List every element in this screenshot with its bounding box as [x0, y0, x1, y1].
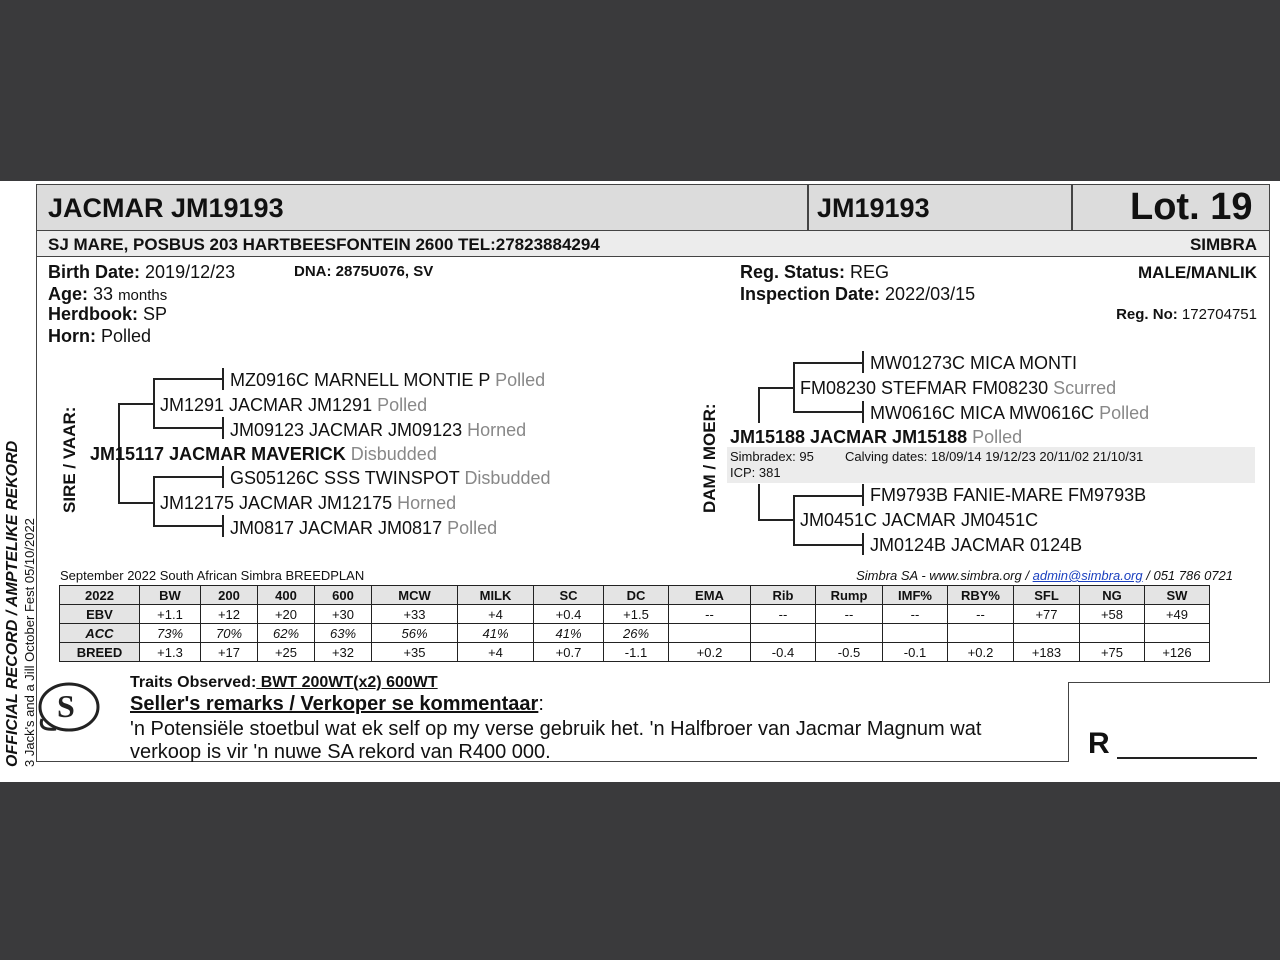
lot-number: Lot. 19 [1130, 186, 1253, 228]
value-cell: -1.1 [604, 643, 669, 662]
value-cell: 56% [372, 624, 458, 643]
lot-card-page [0, 181, 1280, 782]
calving-dates: Calving dates: 18/09/14 19/12/23 20/11/02 21/10/31 [845, 449, 1144, 464]
value-cell: 41% [534, 624, 604, 643]
value-cell: +4 [458, 643, 534, 662]
sex: MALE/MANLIK [1138, 263, 1257, 282]
value-cell: +35 [372, 643, 458, 662]
value-cell: +20 [258, 605, 315, 624]
animal-id: JM19193 [817, 193, 930, 223]
value-cell: +12 [201, 605, 258, 624]
value-cell [751, 624, 816, 643]
email-link[interactable]: admin@simbra.org [1032, 568, 1143, 583]
value-cell: DC [604, 586, 669, 605]
value-cell: -- [883, 605, 948, 624]
horn: Horn: Polled [48, 326, 152, 346]
value-cell: BW [140, 586, 201, 605]
reg-no: Reg. No: 172704751 [1116, 306, 1257, 323]
breedplan-table [59, 585, 1210, 662]
value-cell: +32 [315, 643, 372, 662]
age: Age: 33 months [48, 284, 168, 304]
value-cell: +1.3 [140, 643, 201, 662]
official-record-label: OFFICIAL RECORD / AMPTELIKE REKORD [4, 440, 21, 767]
value-cell: +33 [372, 605, 458, 624]
traits-observed: Traits Observed: BWT 200WT(x2) 600WT [130, 674, 438, 691]
value-cell: +0.4 [534, 605, 604, 624]
value-cell: +49 [1145, 605, 1210, 624]
value-cell: -- [948, 605, 1014, 624]
value-cell: MILK [458, 586, 534, 605]
side-labels [4, 441, 37, 767]
value-cell: SC [534, 586, 604, 605]
dam-label: DAM / MOER: [700, 403, 719, 513]
value-cell [1014, 624, 1080, 643]
value-cell: SFL [1014, 586, 1080, 605]
simbradex: Simbradex: 95 [730, 449, 814, 464]
value-cell: +0.7 [534, 643, 604, 662]
price-prefix: R [1088, 727, 1110, 760]
value-cell: 73% [140, 624, 201, 643]
value-cell: +126 [1145, 643, 1210, 662]
value-cell: 600 [315, 586, 372, 605]
dam-dam-dam: JM0124B JACMAR 0124B [870, 535, 1083, 555]
sire-sire-dam: JM09123 JACMAR JM09123 Horned [230, 420, 527, 440]
value-cell [883, 624, 948, 643]
sire-dam-sire: GS05126C SSS TWINSPOT Disbudded [230, 468, 551, 488]
value-cell [1145, 624, 1210, 643]
dam-sire: FM08230 STEFMAR FM08230 Scurred [800, 378, 1117, 398]
remarks-line-2: verkoop is vir 'n nuwe SA rekord van R400 000. [130, 741, 551, 763]
value-cell: +25 [258, 643, 315, 662]
value-cell: RBY% [948, 586, 1014, 605]
value-cell: 26% [604, 624, 669, 643]
remarks-line-1: 'n Potensiële stoetbul wat ek self op my verse gebruik het. 'n Halfbroer van Jacmar Magnum wat [130, 718, 982, 740]
dam-dam: JM0451C JACMAR JM0451C [800, 510, 1039, 530]
sire-dam-dam: JM0817 JACMAR JM0817 Polled [230, 518, 498, 538]
value-cell: -- [669, 605, 751, 624]
sire-dam: JM12175 JACMAR JM12175 Horned [160, 493, 457, 513]
value-cell: +1.1 [140, 605, 201, 624]
icp: ICP: 381 [730, 465, 781, 480]
value-cell: -0.5 [816, 643, 883, 662]
value-cell: 200 [201, 586, 258, 605]
value-cell: NG [1080, 586, 1145, 605]
dna: DNA: 2875U076, SV [294, 263, 434, 280]
row-label-cell: EBV [60, 605, 140, 624]
value-cell: -0.1 [883, 643, 948, 662]
row-label-cell: 2022 [60, 586, 140, 605]
value-cell: 41% [458, 624, 534, 643]
dam-dam-sire: FM9793B FANIE-MARE FM9793B [870, 485, 1147, 505]
value-cell: +75 [1080, 643, 1145, 662]
reg-status: Reg. Status: REG [740, 262, 890, 282]
sire-name: JM15117 JACMAR MAVERICK Disbudded [90, 444, 437, 464]
breedplan-header-row [60, 586, 1210, 605]
sire-sire: JM1291 JACMAR JM1291 Polled [160, 395, 428, 415]
value-cell: +77 [1014, 605, 1080, 624]
value-cell: 70% [201, 624, 258, 643]
breed-name: SIMBRA [1189, 235, 1257, 254]
dam-sire-sire: MW01273C MICA MONTI [870, 353, 1078, 373]
price-line[interactable] [1117, 757, 1257, 759]
event-label: 3 Jack's and a Jill October Fest 05/10/2022 [22, 518, 37, 767]
svg-text:S: S [57, 688, 75, 724]
seller-remarks-heading: Seller's remarks / Verkoper se kommentaar: [130, 693, 544, 715]
breedplan-breed-row [60, 643, 1210, 662]
value-cell [816, 624, 883, 643]
value-cell: -- [751, 605, 816, 624]
owner-address: SJ MARE, POSBUS 203 HARTBEESFONTEIN 2600 TEL:27823884294 [48, 235, 600, 254]
breedplan-caption: September 2022 South African Simbra BREEDPLAN [60, 568, 365, 583]
value-cell [1080, 624, 1145, 643]
sire-label: SIRE / VAAR: [60, 406, 79, 513]
value-cell: +30 [315, 605, 372, 624]
value-cell: 400 [258, 586, 315, 605]
animal-name: JACMAR JM19193 [48, 193, 284, 223]
value-cell: +1.5 [604, 605, 669, 624]
dam-sire-dam: MW0616C MICA MW0616C Polled [870, 403, 1150, 423]
value-cell: -- [816, 605, 883, 624]
value-cell: +0.2 [669, 643, 751, 662]
sire-sire-sire: MZ0916C MARNELL MONTIE P Polled [230, 370, 546, 390]
breedplan-ebv-row [60, 605, 1210, 624]
value-cell: +0.2 [948, 643, 1014, 662]
inspection-date: Inspection Date: 2022/03/15 [740, 284, 976, 304]
value-cell: Rump [816, 586, 883, 605]
value-cell: MCW [372, 586, 458, 605]
herdbook: Herdbook: SP [48, 304, 168, 324]
value-cell: +183 [1014, 643, 1080, 662]
value-cell: +58 [1080, 605, 1145, 624]
breedplan-acc-row [60, 624, 1210, 643]
birth-date: Birth Date: 2019/12/23 [48, 262, 236, 282]
row-label-cell: BREED [60, 643, 140, 662]
value-cell [669, 624, 751, 643]
row-label-cell: ACC [60, 624, 140, 643]
value-cell: Rib [751, 586, 816, 605]
simbra-logo [36, 679, 104, 735]
value-cell: +4 [458, 605, 534, 624]
value-cell: SW [1145, 586, 1210, 605]
value-cell: +17 [201, 643, 258, 662]
value-cell: -0.4 [751, 643, 816, 662]
simbra-contact: Simbra SA - www.simbra.org / admin@simbra.org / 051 786 0721 [856, 568, 1233, 583]
value-cell: EMA [669, 586, 751, 605]
value-cell: 63% [315, 624, 372, 643]
value-cell: IMF% [883, 586, 948, 605]
value-cell [948, 624, 1014, 643]
value-cell: 62% [258, 624, 315, 643]
dam-name: JM15188 JACMAR JM15188 Polled [730, 427, 1023, 447]
